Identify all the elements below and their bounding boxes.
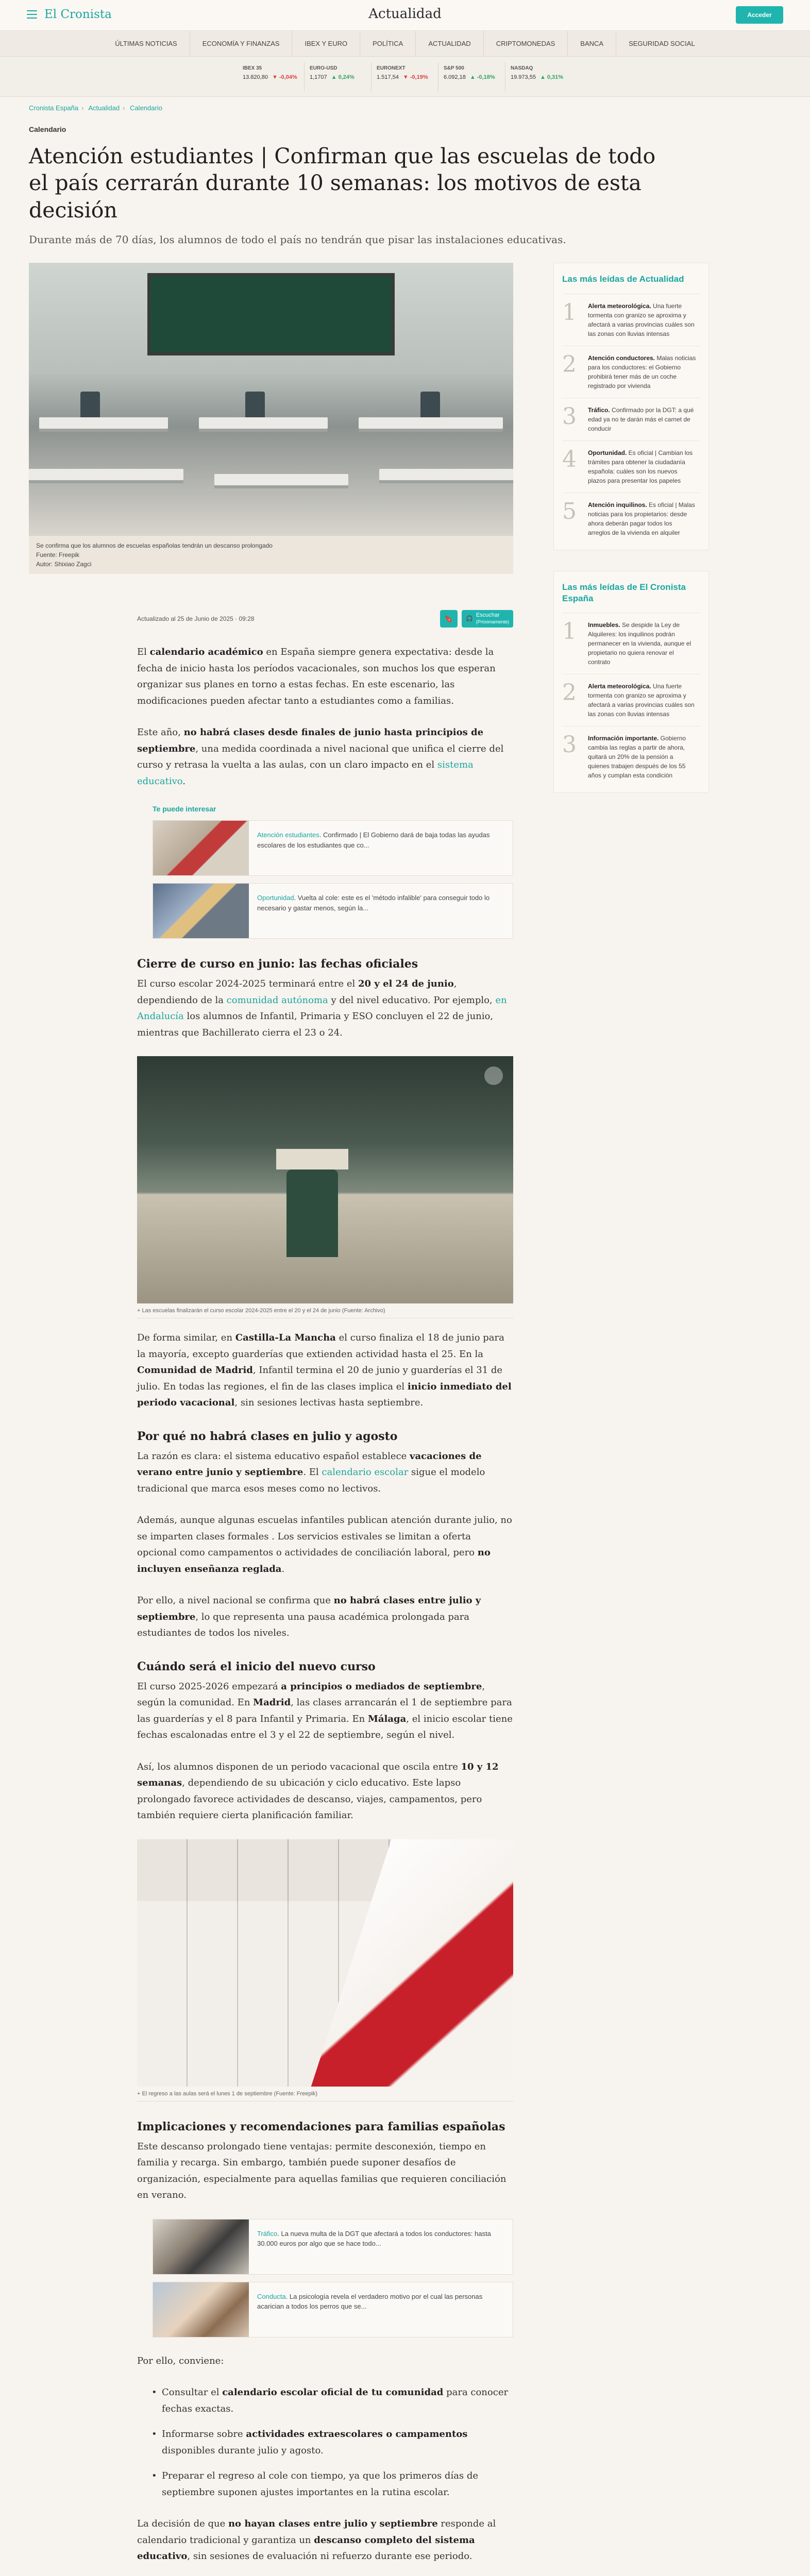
ticker-value: 1.517,54: [377, 74, 399, 80]
related-title: Te puede interesar: [153, 805, 216, 814]
nav-item-banca[interactable]: BANCA: [568, 31, 616, 57]
classroom-image: [137, 1056, 513, 1303]
ticker-name: EURONEXT: [377, 65, 406, 71]
paragraph: De forma similar, en Castilla-La Mancha el curso finaliza el 18 de junio para la mayoría, excepto guarderías que extienden actividad hasta el 25. En la Comunidad de Madrid, Infantil termina el 20 de junio y guarderías el 31 de julio. En todas las regiones, el fin de las clases implica el inicio inmediato del periodo vacacional, sin sesiones lectivas hasta septiembre.: [137, 1332, 512, 1409]
paragraph: Además, aunque algunas escuelas infantiles publican atención durante julio, no se imparten clases formales . Los servicios estivales se limitan a oferta opcional como campamentos o actividades de conciliación laboral, pero no incluyen enseñanza reglada.: [137, 1515, 512, 1574]
ticker-sp500[interactable]: [438, 62, 505, 91]
nav-item-seguridad-social[interactable]: SEGURIDAD SOCIAL: [629, 40, 695, 47]
calendar-image: [137, 1839, 513, 2087]
top-header: [0, 0, 810, 31]
ticker-name: EURO-USD: [310, 65, 338, 71]
sidebar-title: Las más leídas de El Cronista España: [562, 582, 686, 603]
list-item: • Preparar el regreso al cole con tiempo, ya que los primeros días de septiembre suponen ajustes importantes en la rutina escolar.: [151, 2468, 513, 2500]
article-figure: [137, 1056, 513, 1318]
site-logo[interactable]: El Cronista: [44, 8, 112, 21]
headphones-icon: 🎧: [466, 615, 473, 622]
article-column: [29, 263, 513, 2576]
ticker-change: ▼ -0,04%: [272, 74, 297, 80]
related-thumbnail: [153, 884, 249, 938]
sidebar: [553, 263, 709, 813]
related-card[interactable]: Conducta. La psicología revela el verdadero motivo por el cual las personas acarician a todos los perros que se...: [153, 2282, 513, 2337]
related-thumbnail: [153, 2219, 249, 2274]
related-card[interactable]: Tráfico. La nueva multa de la DGT que afectará a todos los conductores: hasta 30.000 euros por algo que se hace todo...: [153, 2219, 513, 2275]
article-kicker: Calendario: [29, 125, 66, 133]
rank-number: 4: [562, 446, 577, 472]
ticker-name: NASDAQ: [511, 65, 533, 71]
related-text: Confirmado | El Gobierno dará de baja todas las ayudas escolares de los estudiantes que co...: [257, 831, 490, 849]
main-nav: [0, 31, 810, 57]
article-body: [137, 644, 513, 2565]
paragraph: Por ello, a nivel nacional se confirma que no habrá clases entre julio y septiembre, lo que representa una pausa académica prolongada para estudiantes de todos los niveles.: [137, 1595, 481, 1639]
ticker-value: 13.820,80: [243, 74, 268, 80]
nav-item-criptomonedas[interactable]: CRIPTOMONEDAS: [484, 31, 568, 57]
paragraph: La decisión de que no hayan clases entre julio y septiembre responde al calendario tradicional y garantiza un descanso completo del sistema educativo, sin sesiones de evaluación ni refuerzo durante ese periodo.: [137, 2518, 496, 2562]
most-read-actualidad: [553, 263, 709, 550]
ranking-item[interactable]: 1 Inmuebles. Se despide la Ley de Alquileres: los inquilinos podrán permanecer en la vivienda, aunque el propietario no quiera renovar el contrato: [562, 613, 700, 674]
inline-link[interactable]: sistema educativo: [137, 759, 474, 787]
ticker-value: 1,1707: [310, 74, 327, 80]
related-card[interactable]: Atención estudiantes. Confirmado | El Gobierno dará de baja todas las ayudas escolares de los estudiantes que co...: [153, 820, 513, 876]
article-meta: [137, 610, 513, 631]
section-heading: Cierre de curso en junio: las fechas oficiales: [137, 957, 418, 971]
listen-label: Escuchar: [476, 612, 500, 619]
article-figure: [137, 1839, 513, 2102]
breadcrumb-item[interactable]: Calendario: [130, 104, 162, 112]
related-thumbnail: [153, 2282, 249, 2337]
nav-item-actualidad[interactable]: ACTUALIDAD: [416, 31, 483, 57]
breadcrumb-item[interactable]: Actualidad: [88, 104, 120, 112]
related-tag: Oportunidad: [257, 894, 294, 902]
hero-source: Fuente: Freepik: [36, 551, 80, 559]
section-heading: Cuándo será el inicio del nuevo curso: [137, 1659, 376, 1673]
rank-number: 3: [562, 731, 577, 758]
ticker-value: 6.092,18: [444, 74, 466, 80]
hero-caption: [29, 536, 513, 574]
list-item: • Consultar el calendario escolar oficial de tu comunidad para conocer fechas exactas.: [151, 2384, 513, 2417]
rank-number: 2: [562, 679, 577, 706]
breadcrumb: Cronista España › Actualidad › Calendario: [29, 104, 162, 112]
section-heading: Implicaciones y recomendaciones para familias españolas: [137, 2120, 505, 2133]
ticker-change: ▲ 0,24%: [331, 74, 355, 80]
rank-number: 1: [562, 299, 577, 326]
rank-number: 5: [562, 498, 577, 524]
recommendation-list: [151, 2384, 513, 2500]
paragraph: El curso escolar 2024-2025 terminará entre el 20 y el 24 de junio, dependiendo de la comunidad autónoma y del nivel educativo. Por ejemplo, en Andalucía los alumnos de Infantil, Primaria y ESO concluyen el 22 de junio, mientras que Bachillerato cierra el 23 o 24.: [137, 978, 507, 1038]
listen-sublabel: (Próximamente): [476, 619, 509, 625]
nav-item-economia[interactable]: ECONOMÍA Y FINANZAS: [190, 31, 293, 57]
hero-image: [29, 263, 513, 536]
chalkboard-graphic: [147, 273, 395, 355]
page-container: [29, 97, 709, 2576]
bookmark-icon[interactable]: 🔖: [440, 610, 458, 628]
paragraph: Así, los alumnos disponen de un periodo vacacional que oscila entre 10 y 12 semanas, dependiendo de su ubicación y ciclo educativo. Este lapso prolongado favorece actividades de descanso, viajes, campamentos, pero también requiere cierta planificación familiar.: [137, 1761, 499, 1821]
expand-icon[interactable]: [484, 1066, 503, 1085]
ticker-name: S&P 500: [444, 65, 464, 71]
ranking-item[interactable]: 2 Alerta meteorológica. Una fuerte tormenta con granizo se aproxima y afectará a varias provincias cuáles son las zonas con lluvias intensas: [562, 674, 700, 726]
login-button[interactable]: Acceder: [736, 6, 783, 24]
ranking-item[interactable]: 5 Atención inquilinos. Es oficial | Malas noticias para los propietarios: desde ahora deberán pagar todos los arreglos de la vivienda en alquiler: [562, 493, 700, 545]
ticker-change: ▲ -0,18%: [469, 74, 495, 80]
paragraph: Este descanso prolongado tiene ventajas: permite desconexión, tiempo en familia y recarga. Sin embargo, también puede suponer desafíos de organización, especialmente para aquellas familias que requieren conciliación en verano.: [137, 2141, 507, 2201]
most-read-cronista: [553, 571, 709, 793]
hero-caption-text: Se confirma que los alumnos de escuelas españolas tendrán un descanso prolongado: [36, 542, 273, 550]
ticker-ibex35[interactable]: [238, 62, 305, 91]
article-subtitle: Durante más de 70 días, los alumnos de todo el país no tendrán que pisar las instalaciones educativas.: [29, 233, 566, 246]
ranking-item[interactable]: 3 Tráfico. Confirmado por la DGT: a qué edad ya no te darán más el carnet de conducir: [562, 398, 700, 440]
ticker-euro-usd[interactable]: [305, 62, 372, 91]
related-text: La nueva multa de la DGT que afectará a todos los conductores: hasta 30.000 euros por algo que se hace todo...: [257, 2229, 491, 2248]
ranking-item[interactable]: 4 Oportunidad. Es oficial | Cambian los trámites para obtener la ciudadanía española: cuáles son los nuevos plazos para presentar los papeles: [562, 440, 700, 493]
paragraph: Este año, no habrá clases desde finales de junio hasta principios de septiembre, una medida coordinada a nivel nacional que unifica el cierre del curso y retrasa la vuelta a las aulas, con un claro impacto en el sistema educativo.: [137, 727, 504, 787]
related-tag: Tráfico: [257, 2229, 278, 2238]
section-heading: Por qué no habrá clases en julio y agosto: [137, 1429, 398, 1443]
ticker-nasdaq[interactable]: [505, 62, 572, 91]
related-tag: Atención estudiantes: [257, 831, 319, 839]
rank-number: 2: [562, 351, 577, 378]
ticker-name: IBEX 35: [243, 65, 262, 71]
paragraph: Por ello, conviene:: [137, 2355, 224, 2366]
list-item: • Informarse sobre actividades extraescolares o campamentos disponibles durante julio y agosto.: [151, 2426, 513, 2459]
related-tag: Conducta: [257, 2292, 286, 2300]
paragraph: El curso 2025-2026 empezará a principios o mediados de septiembre, según la comunidad. En Madrid, las clases arrancarán el 1 de septiembre para las guarderías y el 8 para Infantil y Primaria. En Málaga, el inicio escolar tiene fechas escalonadas entre el 3 y el 22 de septiembre, según el nivel.: [137, 1681, 513, 1741]
figure-caption: + El regreso a las aulas será el lunes 1 de septiembre (Fuente: Freepik): [137, 2087, 513, 2102]
breadcrumb-item[interactable]: Cronista España: [29, 104, 79, 112]
inline-link[interactable]: en Andalucía: [137, 994, 507, 1022]
figure-caption: + Las escuelas finalizarán el curso escolar 2024-2025 entre el 20 y el 24 de junio (Fuente: Archivo): [137, 1303, 513, 1318]
related-text: La psicología revela el verdadero motivo por el cual las personas acarician a todos los perros que se...: [257, 2292, 483, 2311]
ticker-change: ▲ 0,31%: [539, 74, 564, 80]
inline-link[interactable]: calendario escolar: [322, 1467, 409, 1478]
ticker-euronext[interactable]: [372, 62, 438, 91]
publish-date: Actualizado al 25 de Junio de 2025 · 09:28: [137, 615, 255, 623]
related-card[interactable]: Oportunidad. Vuelta al cole: este es el 'método infalible' para conseguir todo lo necesario y gastar menos, según la...: [153, 883, 513, 939]
ranking-item[interactable]: 1 Alerta meteorológica. Una fuerte tormenta con granizo se aproxima y afectará a varias provincias cuáles son las zonas con lluvias intensas: [562, 294, 700, 346]
nav-item-ibex[interactable]: IBEX Y EURO: [292, 31, 360, 57]
ranking-item[interactable]: 2 Atención conductores. Malas noticias para los conductores: el Gobierno prohibirá tener más de un coche registrado por vivienda: [562, 346, 700, 398]
paragraph: La razón es clara: el sistema educativo español establece vacaciones de verano entre junio y septiembre. El calendario escolar sigue el modelo tradicional que marca esos meses como no lectivos.: [137, 1450, 485, 1494]
market-ticker-bar: [0, 57, 810, 97]
rank-number: 1: [562, 618, 577, 645]
ticker-change: ▼ -0,19%: [402, 74, 428, 80]
nav-item-politica[interactable]: POLÍTICA: [360, 31, 416, 57]
related-thumbnail: [153, 821, 249, 875]
listen-button[interactable]: [462, 610, 513, 628]
paragraph: El calendario académico en España siempre genera expectativa: desde la fecha de inicio hasta los períodos vacacionales, son muchos los que esperan organizar sus planes en torno a estas fechas. En este escenario, las modificaciones pueden afectar tanto a estudiantes como a familias.: [137, 647, 496, 706]
ticker-value: 19.973,55: [511, 74, 536, 80]
hero-author: Autor: Shixiao Zagci: [36, 561, 92, 568]
sidebar-title: Las más leídas de Actualidad: [562, 274, 684, 284]
inline-link[interactable]: comunidad autónoma: [226, 994, 328, 1006]
rank-number: 3: [562, 403, 577, 430]
ranking-item[interactable]: 3 Información importante. Gobierno cambia las reglas a partir de ahora, quitará un 20% de la pensión a quienes trabajen después de los 55 años y cumplan esta condición: [562, 726, 700, 787]
related-text: Vuelta al cole: este es el 'método infalible' para conseguir todo lo necesario y gastar menos, según la...: [257, 894, 490, 912]
page-title: Atención estudiantes | Confirman que las escuelas de todo el país cerrarán durante 10 semanas: los motivos de esta decisión: [29, 144, 656, 223]
section-title: Actualidad: [368, 6, 442, 22]
nav-item-ultimas-noticias[interactable]: ÚLTIMAS NOTICIAS: [103, 31, 190, 57]
